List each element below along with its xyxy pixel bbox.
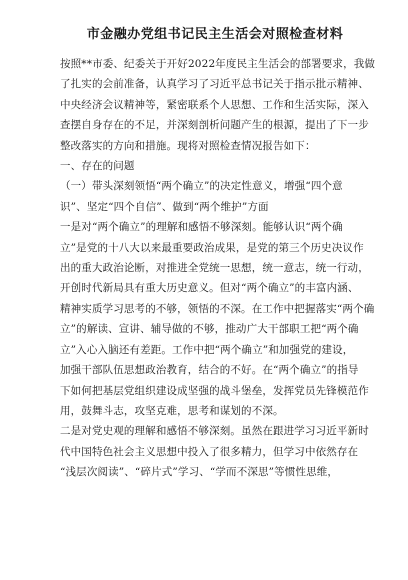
text-line: 查摆自身存在的不足，并深刻剖析问题产生的根源，提出了下一步: [60, 119, 369, 132]
text-line: 按照**市委、纪委关于开好2022年度民主生活会的部署要求，我做: [60, 58, 376, 70]
text-line: 精神实质学习思考的不够，领悟的不深。在工作中把握落实“两个确: [60, 302, 375, 315]
text-line: 立”入心入脑还有差距。工作中把“两个确立”和加强党的建设，: [60, 343, 354, 356]
text-line: “浅层次阅读”、“碎片式”学习、“学而不深思”等惯性思维，: [60, 466, 339, 479]
text-line: 了扎实的会前准备，认真学习了习近平总书记关于指示批示精神、: [60, 78, 369, 91]
text-line: 开创时代新局具有重大历史意义。但对“两个确立”的丰富内涵、: [60, 282, 359, 295]
text-line: 出的重大政治论断，对推进全党统一思想，统一意志，统一行动，: [60, 262, 369, 275]
text-line: 代中国特色社会主义思想中投入了很多精力，但学习中依然存在: [60, 445, 359, 458]
text-line: 整改落实的方向和措施。现将对照检查情况报告如下：: [60, 139, 316, 152]
text-line: 用，鼓舞斗志，攻坚克难，思考和谋划的不深。: [60, 404, 284, 417]
text-line: 立”是党的十八大以来最重要政治成果，是党的第三个历史决议作: [60, 241, 364, 254]
text-line: 加强干部队伍思想政治教育，结合的不好。在“两个确立”的指导: [60, 364, 359, 377]
text-line: 中央经济会议精神等，紧密联系个人思想、工作和生活实际，深入: [60, 98, 369, 111]
document-body: [60, 54, 376, 483]
section-heading: 一、存在的问题: [60, 160, 135, 173]
document-title: 市金融办党组书记民主生活会对照检查材料: [86, 27, 344, 42]
text-line: 二是对党史观的理解和感悟不够深刻。虽然在跟进学习习近平新时: [60, 425, 369, 438]
text-line: 立”的解读、宣讲、辅导做的不够，推动广大干部职工把“两个确: [60, 323, 359, 336]
text-line: 识”、坚定“四个自信”、做到“两个维护”方面: [60, 200, 269, 213]
text-line: （一）带头深刻领悟“两个确立”的决定性意义，增强“四个意: [60, 180, 343, 193]
text-line: 一是对“两个确立”的理解和感悟不够深刻。能够认识“两个确: [60, 221, 343, 234]
text-line: 下如何把基层党组织建设成坚强的战斗堡垒，发挥党员先锋模范作: [60, 384, 369, 397]
